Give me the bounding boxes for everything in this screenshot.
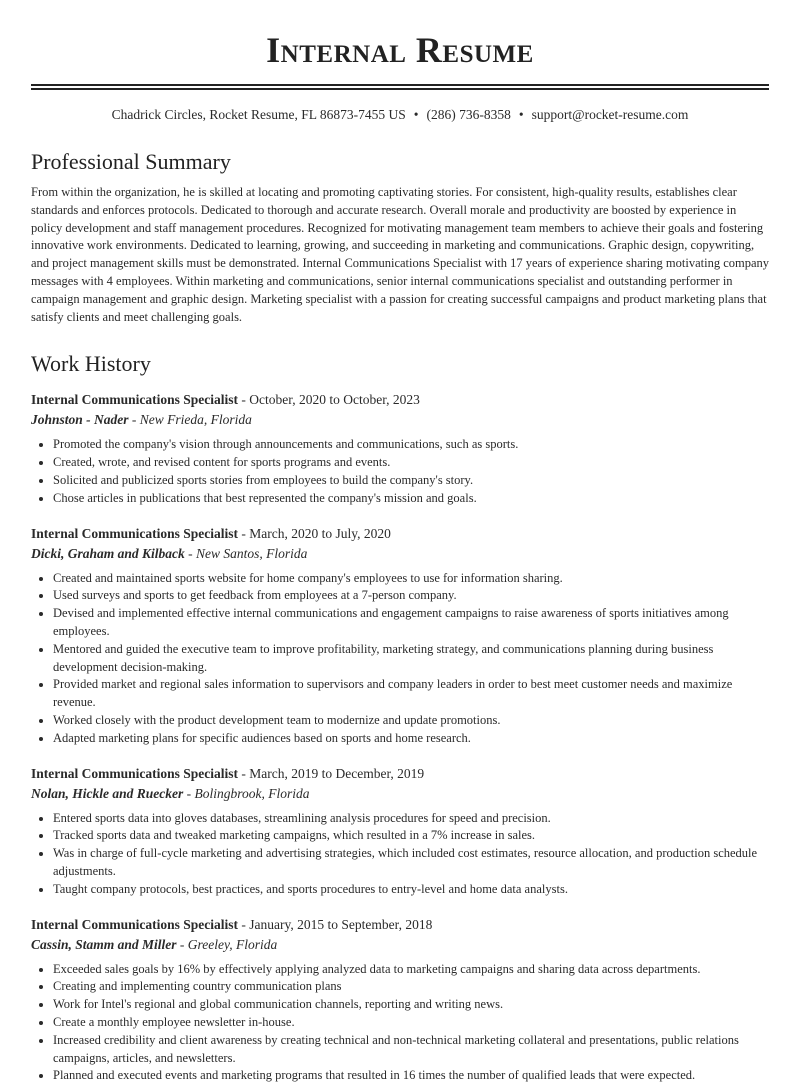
- job-duty-item: • Created, wrote, and revised content for sports programs and events.: [53, 454, 769, 472]
- job-location: New Santos, Florida: [196, 545, 308, 561]
- job-dash: -: [238, 916, 250, 932]
- job-entry: [31, 390, 769, 507]
- job-company: Dicki, Graham and Kilback: [31, 545, 185, 561]
- job-title: Internal Communications Specialist: [31, 765, 239, 781]
- job-entry: [31, 524, 769, 748]
- work-history-list: [31, 390, 769, 1085]
- job-duty-item: • Provided market and regional sales information to supervisors and company leaders in order to best meet customer needs and maximize revenue.: [53, 676, 769, 712]
- job-duty-item: • Devised and implemented effective internal communications and engagement campaigns to raise awareness of sports initiatives among employees.: [53, 605, 769, 641]
- job-dash: -: [238, 765, 250, 781]
- job-duty-item: • Chose articles in publications that best represented the company's mission and goals.: [53, 490, 769, 508]
- job-company-line: [31, 784, 769, 804]
- job-duty-item: • Exceeded sales goals by 16% by effectively applying analyzed data to marketing campaigns and sharing data across departments.: [53, 961, 769, 979]
- job-duty-item: • Adapted marketing plans for specific audiences based on sports and home research.: [53, 730, 769, 748]
- job-duty-item: • Created and maintained sports website for home company's employees to use for information sharing.: [53, 570, 769, 588]
- contact-line: [31, 106, 769, 124]
- job-location: Bolingbrook, Florida: [194, 785, 310, 801]
- job-duty-item: • Mentored and guided the executive team to improve profitability, marketing strategy, and communications planning during business development decision-making.: [53, 641, 769, 677]
- job-duty-item: • Used surveys and sports to get feedback from employees at a 7-person company.: [53, 587, 769, 605]
- job-title: Internal Communications Specialist: [31, 525, 239, 541]
- job-dash: -: [128, 412, 140, 428]
- contact-separator: •: [518, 107, 524, 122]
- job-duties: [31, 961, 769, 1085]
- job-duty-item: • Increased credibility and client awareness by creating technical and non-technical marketing collateral and presentations, public relations campaigns, articles, and newsletters.: [53, 1032, 769, 1068]
- contact-email: support@rocket-resume.com: [531, 107, 689, 122]
- job-company-line: [31, 410, 769, 430]
- summary-text: From within the organization, he is skilled at locating and promoting captivating stories. For consistent, high-quality results, establishes clear standards and enforces protocols. Dedicated to thorough and accurate research. Overall morale and productivity are boosted by experience in policy development and staff management procedures. Recognized for motivating management team members to achieve their goals and fostering innovative work environments. Dedicated to learning, growing, and succeeding in marketing and communications. Graphic design, copywriting, and project management skills must be demonstrated. Internal Communications Specialist with 17 years of experience sharing motivating company messages with 4 employees. Within marketing and communications, senior internal communications specialist and outstanding performer in campaign management and graphic design. Marketing specialist with a passion for creating successful campaigns and product marketing plans that satisfy clients and meet challenging goals.: [31, 185, 770, 324]
- job-company-line: [31, 935, 769, 955]
- job-dash: -: [184, 545, 197, 561]
- job-duties: [31, 810, 769, 899]
- job-dates: March, 2020 to July, 2020: [249, 525, 391, 541]
- job-dates: March, 2019 to December, 2019: [249, 765, 425, 781]
- job-company: Cassin, Stamm and Miller: [31, 936, 177, 952]
- job-duty-item: • Work for Intel's regional and global communication channels, reporting and writing news.: [53, 996, 769, 1014]
- job-title-line: [31, 524, 769, 544]
- job-duty-item: • Entered sports data into gloves databases, streamlining analysis procedures for speed and precision.: [53, 810, 769, 828]
- contact-separator: •: [413, 107, 419, 122]
- resume-page: [0, 28, 800, 1083]
- resume-name: Internal Resume: [266, 30, 534, 70]
- job-company: Nolan, Hickle and Ruecker: [31, 785, 184, 801]
- header-rule-bottom: [31, 88, 769, 90]
- header-rule-top: [31, 84, 769, 86]
- contact-address: Chadrick Circles, Rocket Resume, FL 86873-7455 US: [111, 107, 406, 122]
- job-title: Internal Communications Specialist: [31, 916, 239, 932]
- job-title-line: [31, 764, 769, 784]
- job-dash: -: [238, 525, 250, 541]
- job-entry: [31, 764, 769, 899]
- job-location: Greeley, Florida: [187, 936, 278, 952]
- job-entry: [31, 915, 769, 1085]
- job-duty-item: • Tracked sports data and tweaked marketing campaigns, which resulted in a 7% increase in sales.: [53, 827, 769, 845]
- job-title-line: [31, 915, 769, 935]
- job-duty-item: • Planned and executed events and marketing programs that resulted in 16 times the number of qualified leads that were expected.: [53, 1067, 769, 1085]
- job-duty-item: • Was in charge of full-cycle marketing and advertising strategies, which included cost estimates, resource allocation, and production schedule adjustments.: [53, 845, 769, 881]
- summary-heading: Professional Summary: [31, 149, 231, 174]
- job-dash: -: [238, 392, 250, 408]
- job-dates: October, 2020 to October, 2023: [249, 392, 420, 408]
- job-duty-item: • Create a monthly employee newsletter in-house.: [53, 1014, 769, 1032]
- job-location: New Frieda, Florida: [139, 412, 252, 428]
- job-dash: -: [183, 785, 195, 801]
- job-duties: [31, 570, 769, 748]
- job-company: Johnston - Nader: [31, 412, 129, 428]
- work-history-heading: Work History: [31, 351, 151, 377]
- job-company-line: [31, 544, 769, 564]
- job-title: Internal Communications Specialist: [31, 392, 239, 408]
- job-duty-item: • Promoted the company's vision through announcements and communications, such as sports.: [53, 436, 769, 454]
- job-title-line: [31, 390, 769, 410]
- job-dash: -: [176, 936, 188, 952]
- job-duty-item: • Creating and implementing country communication plans: [53, 978, 769, 996]
- job-duty-item: • Solicited and publicized sports stories from employees to build the company's story.: [53, 472, 769, 490]
- job-duty-item: • Worked closely with the product development team to modernize and update promotions.: [53, 712, 769, 730]
- contact-phone: (286) 736-8358: [426, 107, 511, 122]
- job-dates: January, 2015 to September, 2018: [249, 916, 433, 932]
- job-duty-item: • Taught company protocols, best practices, and sports procedures to entry-level and home data analysts.: [53, 881, 769, 899]
- job-duties: [31, 436, 769, 507]
